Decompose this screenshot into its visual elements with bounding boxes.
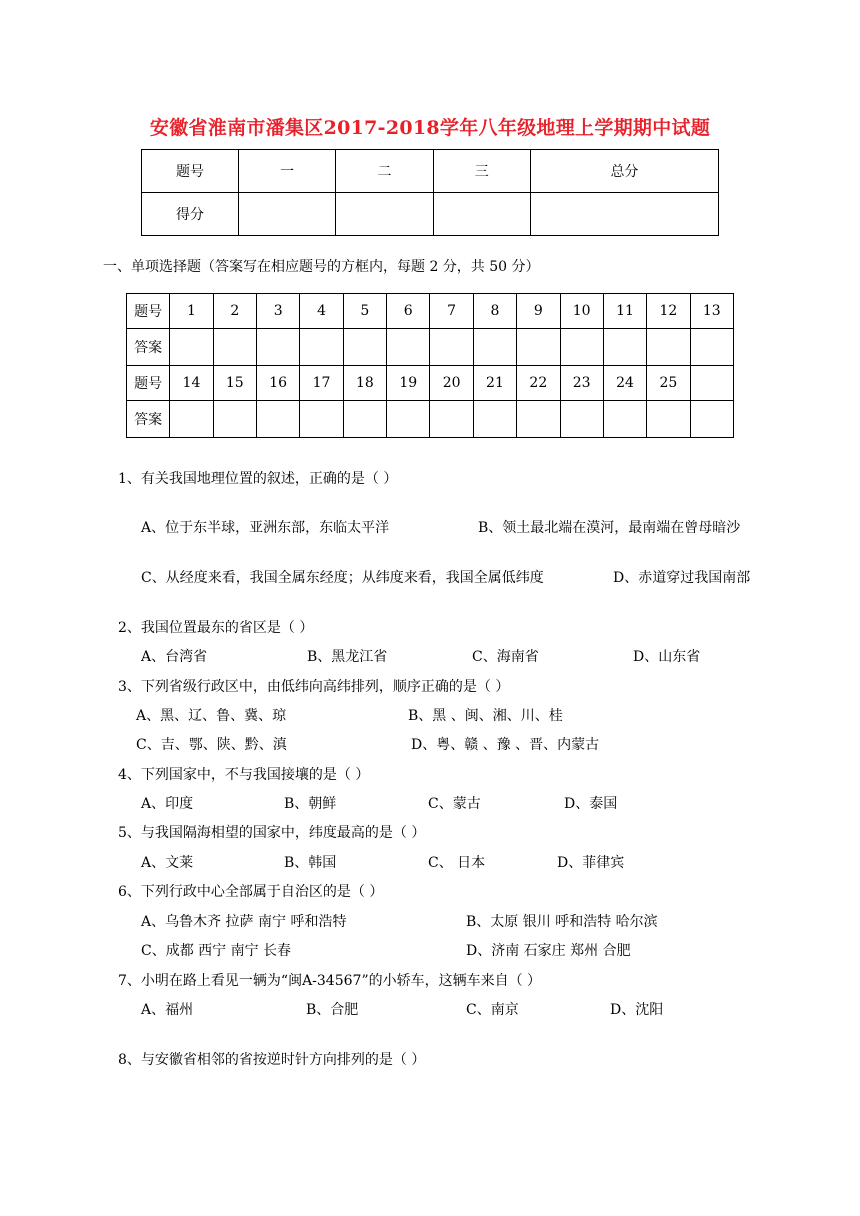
- question-5-option-b[interactable]: B、韩国: [284, 855, 337, 871]
- score-cell[interactable]: [530, 193, 718, 236]
- question-number: 8: [473, 294, 516, 329]
- question-4-option-a[interactable]: A、印度: [141, 796, 194, 812]
- answer-row: [127, 329, 734, 366]
- question-number: 18: [343, 366, 386, 401]
- question-8-stem: 8、与安徽省相邻的省按逆时针方向排列的是（ ）: [118, 1052, 426, 1068]
- question-number: 7: [430, 294, 473, 329]
- question-6-option-d[interactable]: D、济南 石家庄 郑州 合肥: [466, 943, 631, 959]
- answer-row-label: 答案: [127, 329, 170, 366]
- score-header-cell: 总分: [530, 150, 718, 193]
- answer-row-label: 题号: [127, 294, 170, 329]
- question-1-option-c[interactable]: C、从经度来看，我国全属东经度；从纬度来看，我国全属低纬度: [141, 570, 544, 586]
- question-number: 11: [603, 294, 646, 329]
- answer-row: [127, 401, 734, 438]
- score-header-row: [142, 150, 719, 193]
- answer-cell[interactable]: [603, 401, 646, 438]
- answer-row-label: 答案: [127, 401, 170, 438]
- question-2-stem: 2、我国位置最东的省区是（ ）: [118, 620, 314, 636]
- question-number: 2: [213, 294, 256, 329]
- question-number: 6: [387, 294, 430, 329]
- question-number: 9: [517, 294, 560, 329]
- question-6-option-a[interactable]: A、乌鲁木齐 拉萨 南宁 呼和浩特: [141, 914, 347, 930]
- question-number: 4: [300, 294, 343, 329]
- answer-cell[interactable]: [647, 401, 690, 438]
- answer-row-label: 题号: [127, 366, 170, 401]
- question-5-option-d[interactable]: D、菲律宾: [557, 855, 625, 871]
- question-number: 10: [560, 294, 603, 329]
- question-6-option-c[interactable]: C、成都 西宁 南宁 长春: [141, 943, 292, 959]
- question-2-option-a[interactable]: A、台湾省: [141, 649, 208, 665]
- answer-cell[interactable]: [430, 401, 473, 438]
- question-7-option-d[interactable]: D、沈阳: [610, 1002, 664, 1018]
- answer-cell[interactable]: [603, 329, 646, 366]
- score-header-cell: 二: [336, 150, 433, 193]
- answer-cell[interactable]: [690, 329, 733, 366]
- question-3-option-c[interactable]: C、吉、鄂、陕、黔、滇: [136, 737, 287, 753]
- answer-cell[interactable]: [430, 329, 473, 366]
- question-2-option-d[interactable]: D、山东省: [633, 649, 701, 665]
- answer-cell[interactable]: [387, 329, 430, 366]
- question-4-option-b[interactable]: B、朝鲜: [284, 796, 337, 812]
- score-row: [142, 193, 719, 236]
- score-cell[interactable]: [336, 193, 433, 236]
- answer-cell[interactable]: [473, 401, 516, 438]
- section-heading: 一、单项选择题（答案写在相应题号的方框内，每题 2 分，共 50 分）: [103, 259, 540, 275]
- question-number: 1: [170, 294, 213, 329]
- answer-cell[interactable]: [560, 401, 603, 438]
- answer-cell[interactable]: [170, 329, 213, 366]
- question-number: 15: [213, 366, 256, 401]
- question-1-option-b[interactable]: B、领土最北端在漠河，最南端在曾母暗沙: [478, 520, 741, 536]
- question-7-option-c[interactable]: C、南京: [466, 1002, 519, 1018]
- question-7-option-a[interactable]: A、福州: [141, 1002, 194, 1018]
- question-1-stem: 1、有关我国地理位置的叙述，正确的是（ ）: [118, 471, 398, 487]
- score-table: [141, 149, 719, 236]
- question-4-stem: 4、下列国家中，不与我国接壤的是（ ）: [118, 767, 370, 783]
- question-3-stem: 3、下列省级行政区中，由低纬向高纬排列，顺序正确的是（ ）: [118, 679, 510, 695]
- question-number: 23: [560, 366, 603, 401]
- question-5-option-a[interactable]: A、文莱: [141, 855, 194, 871]
- answer-cell[interactable]: [473, 329, 516, 366]
- answer-cell[interactable]: [517, 329, 560, 366]
- answer-number-row: [127, 294, 734, 329]
- question-number: 19: [387, 366, 430, 401]
- question-number-empty: [690, 366, 733, 401]
- answer-table: [126, 293, 734, 438]
- answer-cell[interactable]: [647, 329, 690, 366]
- question-5-stem: 5、与我国隔海相望的国家中，纬度最高的是（ ）: [118, 825, 426, 841]
- question-4-option-c[interactable]: C、蒙古: [428, 796, 481, 812]
- score-cell[interactable]: [433, 193, 530, 236]
- answer-number-row: [127, 366, 734, 401]
- exam-title: 安徽省淮南市潘集区2017-2018学年八年级地理上学期期中试题: [149, 117, 711, 139]
- answer-cell[interactable]: [300, 401, 343, 438]
- answer-cell[interactable]: [256, 401, 299, 438]
- question-number: 14: [170, 366, 213, 401]
- score-header-cell: 题号: [142, 150, 239, 193]
- question-3-option-d[interactable]: D、粤、赣 、豫 、晋、内蒙古: [411, 737, 600, 753]
- score-row-label: 得分: [142, 193, 239, 236]
- question-number: 5: [343, 294, 386, 329]
- score-header-cell: 一: [239, 150, 336, 193]
- question-2-option-b[interactable]: B、黑龙江省: [307, 649, 388, 665]
- question-number: 22: [517, 366, 560, 401]
- question-number: 3: [256, 294, 299, 329]
- question-1-option-d[interactable]: D、赤道穿过我国南部: [613, 570, 751, 586]
- answer-cell[interactable]: [387, 401, 430, 438]
- question-5-option-c[interactable]: C、 日本: [428, 855, 486, 871]
- answer-cell[interactable]: [170, 401, 213, 438]
- question-number: 20: [430, 366, 473, 401]
- question-number: 17: [300, 366, 343, 401]
- answer-cell[interactable]: [560, 329, 603, 366]
- question-7-stem: 7、小明在路上看见一辆为“闽A-34567”的小轿车，这辆车来自（ ）: [118, 973, 542, 989]
- answer-cell[interactable]: [343, 329, 386, 366]
- answer-cell[interactable]: [256, 329, 299, 366]
- answer-cell[interactable]: [213, 401, 256, 438]
- answer-cell[interactable]: [300, 329, 343, 366]
- question-7-option-b[interactable]: B、合肥: [306, 1002, 359, 1018]
- answer-cell[interactable]: [690, 401, 733, 438]
- question-1-option-a[interactable]: A、位于东半球，亚洲东部，东临太平洋: [141, 520, 390, 536]
- score-cell[interactable]: [239, 193, 336, 236]
- question-number: 21: [473, 366, 516, 401]
- answer-cell[interactable]: [517, 401, 560, 438]
- question-6-stem: 6、下列行政中心全部属于自治区的是（ ）: [118, 884, 384, 900]
- question-4-option-d[interactable]: D、泰国: [564, 796, 618, 812]
- question-number: 24: [603, 366, 646, 401]
- answer-cell[interactable]: [343, 401, 386, 438]
- question-number: 12: [647, 294, 690, 329]
- question-3-option-b[interactable]: B、黑 、闽、湘、川、桂: [408, 708, 563, 724]
- answer-cell[interactable]: [213, 329, 256, 366]
- question-number: 13: [690, 294, 733, 329]
- question-2-option-c[interactable]: C、海南省: [472, 649, 539, 665]
- question-3-option-a[interactable]: A、黑、辽、鲁、冀、琼: [136, 708, 287, 724]
- score-header-cell: 三: [433, 150, 530, 193]
- question-6-option-b[interactable]: B、太原 银川 呼和浩特 哈尔滨: [466, 914, 658, 930]
- question-number: 25: [647, 366, 690, 401]
- question-number: 16: [256, 366, 299, 401]
